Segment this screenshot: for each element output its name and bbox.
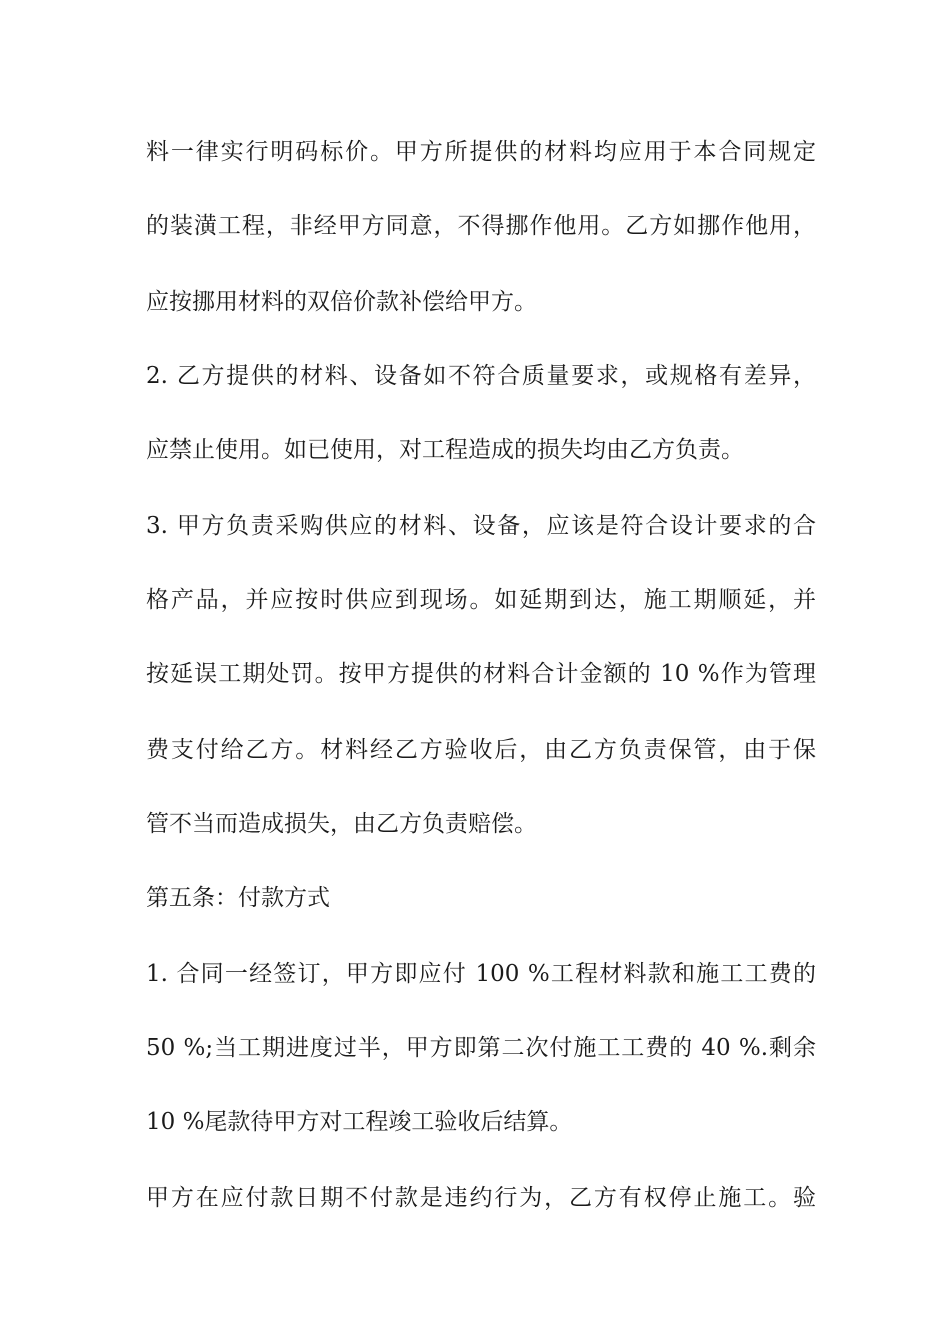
- section-heading: 第五条：付款方式: [146, 885, 330, 911]
- text-line: 管不当而造成损失，由乙方负责赔偿。: [146, 811, 537, 837]
- text-line: 甲方在应付款日期不付款是违约行为，乙方有权停止施工。验: [146, 1185, 816, 1211]
- text-line: 应禁止使用。如已使用，对工程造成的损失均由乙方负责。: [146, 437, 744, 463]
- text-line: 料一律实行明码标价。甲方所提供的材料均应用于本合同规定: [146, 139, 816, 165]
- text-line: 的装潢工程，非经甲方同意，不得挪作他用。乙方如挪作他用，: [146, 213, 816, 239]
- text-line: 格产品，并应按时供应到现场。如延期到达，施工期顺延，并: [146, 587, 816, 613]
- text-line: 1. 合同一经签订，甲方即应付 100 %工程材料款和施工工费的: [146, 961, 816, 987]
- text-line: 10 %尾款待甲方对工程竣工验收后结算。: [146, 1109, 573, 1135]
- text-line: 应按挪用材料的双倍价款补偿给甲方。: [146, 289, 537, 315]
- text-line: 按延误工期处罚。按甲方提供的材料合计金额的 10 %作为管理: [146, 661, 816, 687]
- text-line: 费支付给乙方。材料经乙方验收后，由乙方负责保管，由于保: [146, 737, 816, 763]
- text-line: 3. 甲方负责采购供应的材料、设备，应该是符合设计要求的合: [146, 513, 816, 539]
- text-line: 2. 乙方提供的材料、设备如不符合质量要求，或规格有差异，: [146, 363, 816, 389]
- text-line: 50 %;当工期进度过半，甲方即第二次付施工工费的 40 %.剩余: [146, 1035, 816, 1061]
